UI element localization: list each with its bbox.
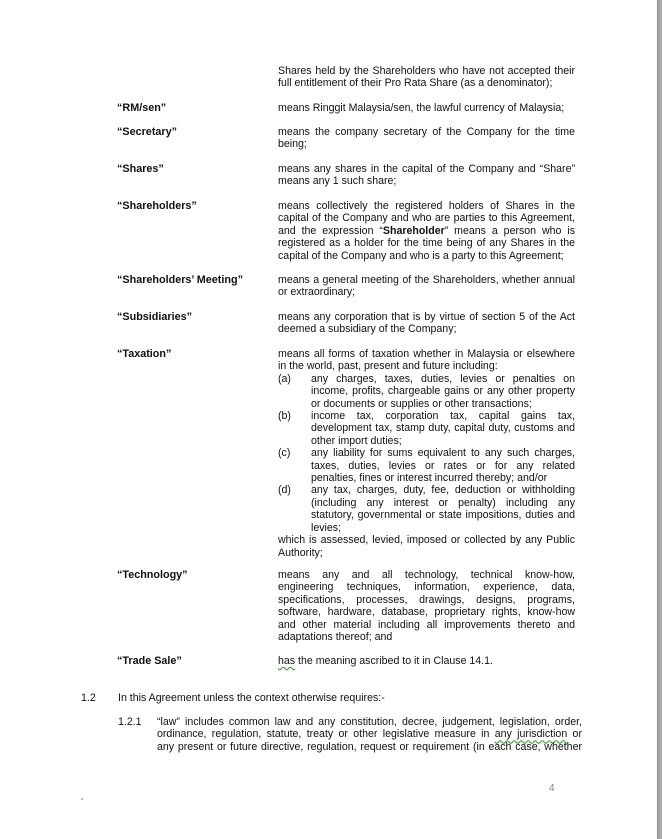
definition-term-shareholders: “Shareholders” — [117, 200, 197, 212]
definition-line: means a general meeting of the Shareholders, whether annual — [278, 274, 575, 286]
definition-body-shares — [278, 163, 575, 188]
definition-term-trade-sale: “Trade Sale” — [117, 655, 182, 667]
definition-text: the meaning ascribed to it in Clause 14.1. — [295, 655, 493, 667]
definition-line: which is assessed, levied, imposed or collected by any Public — [278, 534, 575, 547]
spellcheck-underlined-phrase: any jurisdiction — [494, 728, 568, 741]
definition-line: adaptations thereof; and — [278, 631, 393, 644]
definition-term-technology: “Technology” — [117, 569, 188, 581]
definition-body-technology — [278, 569, 575, 643]
definition-line — [278, 225, 575, 237]
definition-body-rm-sen — [278, 102, 575, 114]
taxation-item-a — [278, 373, 575, 410]
defined-term-bold: Shareholder — [382, 224, 445, 237]
definition-line: means any and all technology, technical know-how, — [278, 569, 575, 581]
item-label: (c) — [278, 447, 291, 460]
definition-line: means any 1 such share; — [278, 175, 397, 188]
taxation-item-d — [278, 484, 575, 534]
definition-term-shares: “Shares” — [117, 163, 164, 175]
definition-line: means the company secretary of the Company for the time — [278, 126, 575, 138]
definition-text: ” means a person who is — [444, 224, 575, 237]
item-label: (d) — [278, 484, 291, 497]
clause-line: any present or future directive, regulation, request or requirement (in each case, whether — [157, 740, 582, 753]
definition-line: deemed a subsidiary of the Company; — [278, 323, 457, 336]
taxation-item-c — [278, 447, 575, 484]
definition-line: and other material including all improvements thereto and — [278, 618, 575, 631]
item-line: income tax, corporation tax, capital gains tax, — [311, 410, 575, 423]
item-line: or documents or supplies or other transactions; — [311, 397, 532, 410]
item-line: taxes, duties, levies or rates or for any related — [311, 459, 575, 472]
definition-text: and the expression “ — [278, 224, 383, 237]
clause-line — [157, 728, 582, 740]
definition-line: being; — [278, 138, 307, 151]
page-number: 4 — [549, 783, 555, 794]
definition-line: or extraordinary; — [278, 286, 356, 299]
definition-line: means Ringgit Malaysia/sen, the lawful currency of Malaysia; — [278, 102, 565, 114]
definition-term-subsidiaries — [117, 311, 192, 323]
item-line: income, profits, chargeable gains or any other property — [311, 385, 575, 398]
definition-body-secretary — [278, 126, 575, 151]
item-line: levies; — [311, 521, 342, 534]
intro-line: full entitlement of their Pro Rata Share (as a denominator); — [278, 77, 553, 90]
clause-number-1-2-1: 1.2.1 — [118, 716, 142, 728]
intro-line: Shares held by the Shareholders who have not accepted their — [278, 65, 575, 77]
definition-body-taxation — [278, 348, 575, 559]
clause-text-1-2-1 — [157, 716, 582, 753]
definition-body-shareholders-meeting — [278, 274, 575, 299]
definition-line: software, hardware, database, proprietary rights, know-how — [278, 606, 575, 619]
definition-term-shareholders-meeting: “Shareholders’ Meeting” — [117, 274, 243, 286]
item-line: penalties, fines or interest incurred thereby; and/or — [311, 472, 548, 485]
definition-body-shareholders — [278, 200, 575, 262]
definition-line: means collectively the registered holders of Shares in the — [278, 200, 575, 212]
item-label: (a) — [278, 372, 291, 385]
intro-continuation — [278, 65, 575, 90]
definition-body-trade-sale — [278, 655, 575, 667]
definition-body-subsidiaries — [278, 311, 575, 336]
spellcheck-underlined-word: has — [278, 655, 296, 667]
item-line: development tax, stamp duty, capital duty, customs and — [311, 422, 575, 435]
definition-term-rm-sen: “RM/sen” — [117, 102, 167, 114]
definition-line — [278, 655, 575, 667]
definition-term-text: “Subsidiaries” — [117, 311, 193, 323]
clause-text-1-2: In this Agreement unless the context otherwise requires:- — [118, 692, 385, 704]
definition-line: means all forms of taxation whether in Malaysia or elsewhere — [278, 348, 575, 360]
clause-number-1-2: 1.2 — [81, 692, 96, 704]
item-line: (including any interest or penalty) including any — [311, 496, 575, 509]
clause-line: “law” includes common law and any constitution, decree, judgement, legislation, order, — [157, 716, 582, 728]
clause-text: or — [567, 728, 582, 741]
taxation-item-b — [278, 410, 575, 447]
definition-line: capital of the Company and who are parties to this Agreement, — [278, 212, 575, 225]
definition-line: specifications, processes, drawings, designs, programs, — [278, 593, 575, 606]
item-line: any tax, charges, duty, fee, deduction or withholding — [311, 484, 575, 497]
item-line: statutory, governmental or state impositions, duties and — [311, 509, 575, 522]
definition-term-secretary: “Secretary” — [117, 126, 178, 138]
definition-line: in the world, past, present and future including: — [278, 360, 498, 373]
definition-line: means any corporation that is by virtue of section 5 of the Act — [278, 311, 575, 323]
footer-mark — [81, 798, 83, 800]
definition-line: registered as a holder for the time being of any Shares in the — [278, 237, 575, 250]
item-line: any charges, taxes, duties, levies or penalties on — [311, 372, 575, 385]
definition-line: capital of the Company and who is a party to this Agreement; — [278, 249, 564, 262]
definition-line: means any shares in the capital of the Company and “Share” — [278, 163, 575, 175]
definition-line: Authority; — [278, 546, 323, 559]
definition-line: engineering techniques, information, experience, data, — [278, 581, 575, 594]
item-line: other import duties; — [311, 434, 402, 447]
item-line: any liability for sums equivalent to any such charges, — [311, 447, 575, 460]
definition-term-taxation: “Taxation” — [117, 348, 172, 360]
item-label: (b) — [278, 410, 291, 423]
clause-text: ordinance, regulation, statute, treaty or other legislative measure in — [157, 728, 495, 741]
